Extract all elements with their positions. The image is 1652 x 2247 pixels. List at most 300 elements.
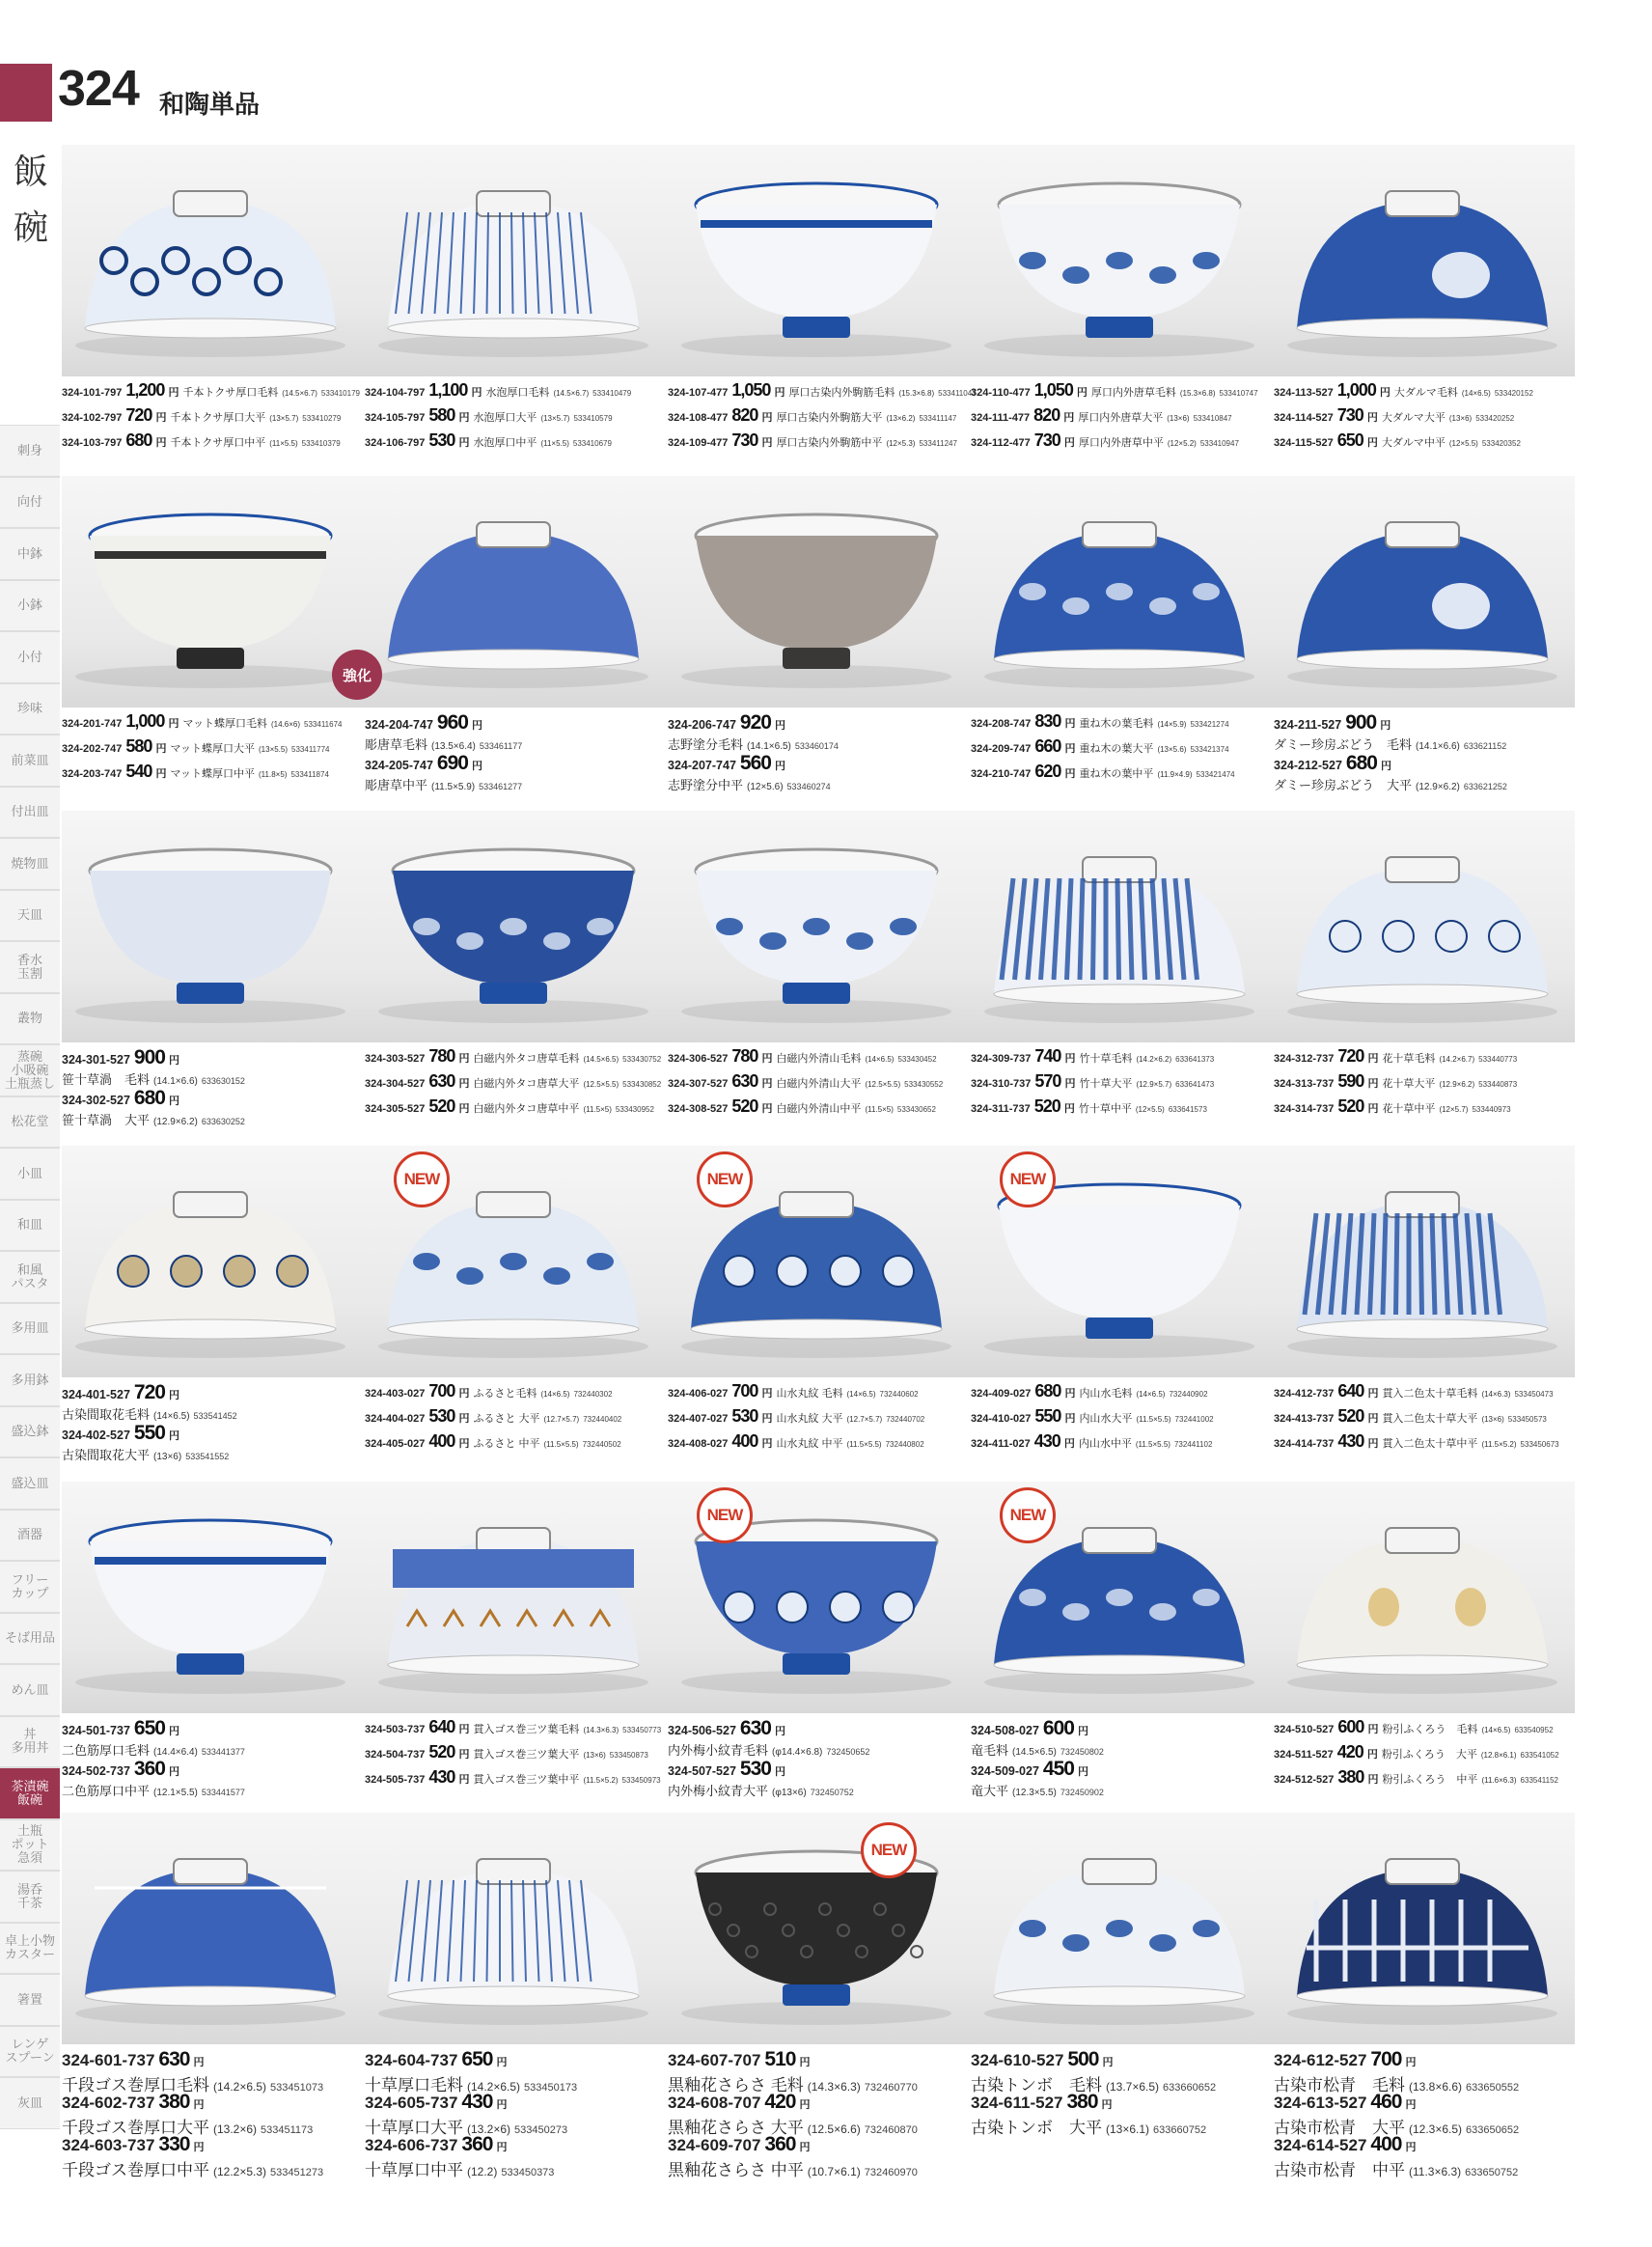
- sidebar-item-2[interactable]: 中鉢: [0, 528, 60, 580]
- product-size: (14.2×6.5): [467, 2080, 521, 2094]
- product-item[interactable]: [365, 2091, 668, 2114]
- product-code: 324-510-527: [1274, 1724, 1335, 1735]
- product-item[interactable]: [668, 2048, 971, 2071]
- product-name: 彫唐草毛料: [365, 737, 428, 752]
- product-price: 680: [125, 430, 152, 450]
- product-item[interactable]: [668, 1381, 971, 1406]
- product-code: 324-107-477: [668, 387, 729, 399]
- product-item[interactable]: [365, 1431, 668, 1456]
- bowl-illustration: [672, 145, 961, 376]
- product-catalog-number: 633650752: [1465, 2167, 1519, 2178]
- product-item[interactable]: [62, 762, 365, 787]
- product-name: 古染間取花毛料: [62, 1407, 151, 1422]
- product-catalog-number: 533410579: [573, 414, 613, 423]
- product-item[interactable]: [365, 752, 668, 775]
- product-item[interactable]: [971, 1381, 1274, 1406]
- product-name: 内外梅小紋青大平: [668, 1784, 769, 1798]
- product-item[interactable]: [971, 1758, 1274, 1781]
- yen-mark: 円: [799, 2142, 811, 2153]
- product-catalog-number: 633641473: [1175, 1080, 1215, 1089]
- sidebar-item-13[interactable]: 松花堂: [0, 1096, 60, 1149]
- yen-mark: 円: [1101, 2099, 1113, 2111]
- product-item[interactable]: [971, 711, 1274, 736]
- product-catalog-number: 533450273: [514, 2124, 568, 2136]
- product-item[interactable]: [62, 1717, 365, 1740]
- product-name: 大ダルマ中平: [1381, 437, 1446, 449]
- bowl-illustration: [975, 145, 1264, 376]
- product-catalog-number: 533441377: [201, 1747, 245, 1757]
- product-row-4: [62, 1146, 1575, 1474]
- product-item[interactable]: [62, 1381, 365, 1404]
- sidebar-item-19[interactable]: 盛込鉢: [0, 1406, 60, 1458]
- bowl-illustration: [1278, 1146, 1567, 1377]
- yen-mark: 円: [1063, 1438, 1075, 1450]
- product-price: 1,200: [125, 380, 165, 400]
- bowl-image[interactable]: [975, 811, 1264, 1042]
- product-name: 貫入二色太十草大平: [1382, 1413, 1478, 1425]
- product-item[interactable]: [668, 405, 971, 430]
- yen-mark: 円: [193, 2057, 205, 2068]
- product-item[interactable]: [365, 1071, 668, 1096]
- product-row-2: [62, 476, 1575, 804]
- sidebar-item-29[interactable]: 卓上小物 カスター: [0, 1923, 60, 1975]
- product-name: 花十草中平: [1382, 1103, 1436, 1115]
- product-item[interactable]: [365, 1742, 668, 1767]
- product-code: 324-207-747: [668, 759, 736, 772]
- product-item[interactable]: [971, 1406, 1274, 1431]
- product-name: ダミー珍房ぶどう 大平: [1274, 778, 1413, 792]
- product-item[interactable]: [971, 1071, 1274, 1096]
- product-item[interactable]: [971, 405, 1274, 430]
- yen-mark: 円: [761, 412, 773, 424]
- product-code: 324-203-747: [62, 768, 123, 780]
- product-name: 貫入ゴス巻三ツ葉毛料: [473, 1724, 580, 1735]
- product-item[interactable]: [668, 1096, 971, 1122]
- product-item[interactable]: [62, 1758, 365, 1781]
- product-catalog-number: 732440602: [879, 1390, 919, 1399]
- product-details: [62, 2156, 365, 2179]
- product-item[interactable]: [971, 736, 1274, 762]
- product-catalog-number: 533440973: [1472, 1105, 1511, 1114]
- product-item[interactable]: [668, 711, 971, 735]
- product-catalog-number: 533430452: [897, 1055, 937, 1064]
- sidebar-item-30[interactable]: 箸置: [0, 1974, 60, 2026]
- bowl-image[interactable]: [1278, 1482, 1567, 1713]
- product-price: 660: [1034, 736, 1061, 756]
- product-code: 324-310-737: [971, 1078, 1032, 1090]
- yen-mark: 円: [458, 1413, 470, 1425]
- product-row-6: [62, 1813, 1575, 2179]
- product-item[interactable]: [365, 1767, 668, 1792]
- product-price: 730: [731, 430, 758, 450]
- product-item[interactable]: [971, 1431, 1274, 1456]
- product-item[interactable]: [668, 2091, 971, 2114]
- product-price: 360: [764, 2133, 796, 2155]
- sidebar-item-20[interactable]: 盛込皿: [0, 1457, 60, 1510]
- yen-mark: 円: [1063, 437, 1075, 449]
- sidebar-item-12[interactable]: 蒸碗 小吸碗 土瓶蒸し: [0, 1044, 60, 1096]
- product-item[interactable]: [365, 430, 668, 456]
- product-catalog-number: 732441102: [1173, 1440, 1213, 1449]
- sidebar-item-0[interactable]: 刺身: [0, 425, 60, 477]
- bowl-image[interactable]: [1278, 1146, 1567, 1377]
- product-price: 690: [436, 752, 468, 774]
- sidebar-item-32[interactable]: 灰皿: [0, 2077, 60, 2129]
- yen-mark: 円: [1076, 387, 1088, 399]
- product-catalog-number: 533450373: [501, 2167, 555, 2178]
- product-item[interactable]: [62, 736, 365, 762]
- product-item[interactable]: [1274, 405, 1577, 430]
- bowl-image[interactable]: [66, 811, 355, 1042]
- product-size: (13.8×6.6): [1409, 2080, 1463, 2094]
- product-size: (14×5.9): [1157, 720, 1187, 729]
- yen-mark: 円: [1367, 1774, 1379, 1786]
- yen-mark: 円: [1405, 2099, 1417, 2111]
- sidebar-item-9[interactable]: 天皿: [0, 890, 60, 942]
- bowl-illustration: [66, 1813, 355, 2044]
- product-size: (11.9×4.9): [1157, 770, 1193, 779]
- product-price: 700: [731, 1381, 758, 1401]
- product-item[interactable]: [668, 1406, 971, 1431]
- bowl-image[interactable]: [975, 1813, 1264, 2044]
- product-size: (14.5×6.7): [553, 389, 590, 398]
- product-name: 竹十草大平: [1079, 1078, 1133, 1090]
- product-labels: [62, 1381, 1575, 1468]
- product-name: 千本トクサ厚口大平: [170, 412, 266, 424]
- product-size: (12.2×5.3): [213, 2165, 267, 2178]
- product-item[interactable]: [1274, 752, 1577, 775]
- product-item[interactable]: [1274, 1767, 1577, 1792]
- sidebar-item-24[interactable]: めん皿: [0, 1664, 60, 1716]
- product-item[interactable]: [971, 1096, 1274, 1122]
- yen-mark: 円: [155, 412, 167, 424]
- product-photo: [62, 811, 1575, 1042]
- yen-mark: 円: [496, 2142, 508, 2153]
- product-code: 324-508-027: [971, 1724, 1039, 1737]
- product-item[interactable]: [365, 1717, 668, 1742]
- product-size: (12.9×6.2): [1439, 1080, 1475, 1089]
- product-item[interactable]: [971, 2091, 1274, 2114]
- product-name: 水泡厚口大平: [473, 412, 537, 424]
- product-catalog-number: 533440873: [1478, 1080, 1518, 1089]
- product-details: [971, 2071, 1274, 2094]
- sidebar-item-3[interactable]: 小鉢: [0, 580, 60, 632]
- product-catalog-number: 633621252: [1463, 782, 1507, 791]
- product-catalog-number: 533420252: [1475, 414, 1515, 423]
- product-item[interactable]: [1274, 1381, 1577, 1406]
- product-code: 324-307-527: [668, 1078, 729, 1090]
- bowl-image[interactable]: [66, 1813, 355, 2044]
- product-code: 324-408-027: [668, 1438, 729, 1450]
- product-item[interactable]: [668, 1758, 971, 1781]
- product-price: 400: [1370, 2133, 1402, 2155]
- product-catalog-number: 533450873: [609, 1751, 648, 1760]
- product-price: 570: [1034, 1071, 1061, 1091]
- product-item[interactable]: [668, 1717, 971, 1740]
- sidebar-item-1[interactable]: 向付: [0, 477, 60, 529]
- product-price: 960: [436, 711, 468, 734]
- sidebar-item-26[interactable]: 茶漬碗 飯碗: [0, 1767, 60, 1819]
- bowl-illustration: [66, 145, 355, 376]
- sidebar-item-15[interactable]: 和皿: [0, 1200, 60, 1252]
- product-catalog-number: 533420352: [1481, 439, 1521, 448]
- product-item[interactable]: [668, 2133, 971, 2156]
- product-catalog-number: 533451173: [261, 2124, 314, 2136]
- yen-mark: 円: [168, 1430, 179, 1442]
- bowl-image[interactable]: [672, 811, 961, 1042]
- bowl-image[interactable]: [66, 1482, 355, 1713]
- product-item[interactable]: [971, 380, 1274, 405]
- product-item[interactable]: [62, 380, 365, 405]
- product-name: 重ね木の葉中平: [1079, 768, 1154, 780]
- sidebar-item-10[interactable]: 香水 玉割: [0, 941, 60, 993]
- product-group: [971, 1381, 1274, 1456]
- bowl-illustration: [975, 476, 1264, 707]
- sidebar-item-4[interactable]: 小付: [0, 631, 60, 683]
- product-code: 324-303-527: [365, 1053, 426, 1065]
- product-item[interactable]: [365, 711, 668, 735]
- product-name: 白磁内外タコ唐草大平: [473, 1078, 580, 1090]
- product-item[interactable]: [365, 380, 668, 405]
- sidebar-item-22[interactable]: フリー カップ: [0, 1561, 60, 1613]
- product-item[interactable]: [1274, 380, 1577, 405]
- product-catalog-number: 633621152: [1463, 741, 1507, 751]
- product-price: 380: [1337, 1767, 1364, 1787]
- product-catalog-number: 533441577: [201, 1788, 245, 1797]
- product-size: (φ14.4×6.8): [772, 1747, 823, 1758]
- sidebar-item-5[interactable]: 珍味: [0, 683, 60, 735]
- product-item[interactable]: [62, 711, 365, 736]
- product-code: 324-410-027: [971, 1413, 1032, 1425]
- product-size: (12.8×6.1): [1480, 1751, 1517, 1760]
- bowl-illustration: [1278, 811, 1567, 1042]
- product-item[interactable]: [1274, 2048, 1577, 2071]
- product-item[interactable]: [62, 1422, 365, 1445]
- bowl-image[interactable]: [1278, 811, 1567, 1042]
- product-size: (13×6): [1167, 414, 1190, 423]
- product-size: (14.5×6.5): [1012, 1747, 1057, 1758]
- product-size: (14.2×6.5): [213, 2080, 267, 2094]
- product-code: 324-613-527: [1274, 2094, 1367, 2112]
- product-price: 530: [739, 1758, 771, 1780]
- yen-mark: 円: [1102, 2057, 1114, 2068]
- product-item[interactable]: [668, 1431, 971, 1456]
- sidebar-item-25[interactable]: 丼 多用丼: [0, 1716, 60, 1768]
- sidebar-item-14[interactable]: 小皿: [0, 1148, 60, 1200]
- sidebar-item-27[interactable]: 土瓶 ポット 急須: [0, 1819, 60, 1872]
- product-item[interactable]: [365, 2133, 668, 2156]
- bowl-image[interactable]: [369, 811, 658, 1042]
- product-name: 古染市松青 中平: [1274, 2161, 1405, 2179]
- bowl-illustration: [1278, 476, 1567, 707]
- bowl-image[interactable]: [1278, 476, 1567, 707]
- product-group: [668, 380, 977, 456]
- product-item[interactable]: [1274, 1717, 1577, 1742]
- product-size: (12.3×5.5): [1012, 1788, 1057, 1798]
- product-item[interactable]: [62, 405, 365, 430]
- product-size: (13×6.1): [1106, 2122, 1150, 2136]
- product-group: [365, 711, 668, 792]
- yen-mark: 円: [155, 743, 167, 755]
- product-code: 324-104-797: [365, 387, 426, 399]
- product-name: 白磁内外清山大平: [776, 1078, 862, 1090]
- product-name: 竹十草中平: [1078, 1103, 1132, 1115]
- product-price: 830: [1034, 711, 1061, 731]
- bowl-image[interactable]: [369, 476, 658, 707]
- product-item[interactable]: [971, 1046, 1274, 1071]
- product-item[interactable]: [668, 1071, 971, 1096]
- product-catalog-number: 633541052: [1520, 1751, 1559, 1760]
- sidebar-item-8[interactable]: 焼物皿: [0, 838, 60, 890]
- product-catalog-number: 633641573: [1168, 1105, 1207, 1114]
- product-code: 324-511-527: [1274, 1749, 1334, 1761]
- sidebar-item-23[interactable]: そば用品: [0, 1613, 60, 1665]
- product-item[interactable]: [1274, 1406, 1577, 1431]
- yen-mark: 円: [1367, 1413, 1379, 1425]
- product-item[interactable]: [971, 430, 1274, 456]
- product-item[interactable]: [1274, 1071, 1577, 1096]
- product-size: (11.5×5.2): [1481, 1440, 1517, 1449]
- product-name: 貫入二色太十草毛料: [1382, 1388, 1478, 1400]
- product-item[interactable]: [365, 405, 668, 430]
- product-name: ふるさと毛料: [473, 1388, 537, 1400]
- yen-mark: 円: [761, 1103, 773, 1115]
- product-item[interactable]: [62, 1087, 365, 1110]
- product-size: (13×5.6): [1157, 745, 1187, 754]
- sidebar-item-17[interactable]: 多用皿: [0, 1303, 60, 1355]
- product-catalog-number: 533440773: [1478, 1055, 1518, 1064]
- yen-mark: 円: [1367, 1078, 1379, 1090]
- product-item[interactable]: [668, 380, 977, 405]
- yen-mark: 円: [799, 2099, 811, 2111]
- product-item[interactable]: [1274, 430, 1577, 456]
- product-group: [1274, 711, 1577, 792]
- product-size: (12.9×5.7): [1136, 1080, 1172, 1089]
- product-details: [62, 2071, 365, 2094]
- sidebar-item-6[interactable]: 前菜皿: [0, 735, 60, 787]
- bowl-image[interactable]: [369, 1482, 658, 1713]
- yen-mark: 円: [168, 1096, 179, 1107]
- bowl-image[interactable]: [66, 1146, 355, 1377]
- bowl-image[interactable]: [672, 1813, 961, 2044]
- product-code: 324-506-527: [668, 1724, 736, 1737]
- bowl-image[interactable]: [672, 476, 961, 707]
- sidebar-item-7[interactable]: 付出皿: [0, 787, 60, 839]
- product-price: 520: [1033, 1096, 1060, 1116]
- yen-mark: 円: [799, 2057, 811, 2068]
- product-size: (14×6.3): [1481, 1390, 1511, 1399]
- product-details: [62, 1404, 365, 1422]
- product-code: 324-606-737: [365, 2136, 458, 2154]
- product-size: (13.7×6.5): [1106, 2080, 1160, 2094]
- product-item[interactable]: [1274, 1431, 1577, 1456]
- yen-mark: 円: [155, 768, 167, 780]
- product-size: (10.7×6.1): [807, 2165, 861, 2178]
- product-name: 十草厚口中平: [365, 2161, 463, 2179]
- sidebar-item-31[interactable]: レンゲ スプーン: [0, 2026, 60, 2078]
- product-item[interactable]: [365, 1406, 668, 1431]
- product-item[interactable]: [1274, 711, 1577, 735]
- yen-mark: 円: [458, 1388, 470, 1400]
- product-item[interactable]: [668, 430, 971, 456]
- bowl-image[interactable]: [66, 145, 355, 376]
- bowl-illustration: [66, 811, 355, 1042]
- product-item[interactable]: [971, 762, 1274, 787]
- product-price: 1,000: [125, 711, 165, 731]
- product-item[interactable]: [971, 1717, 1274, 1740]
- bowl-image[interactable]: [369, 1813, 658, 2044]
- product-catalog-number: 533430752: [622, 1055, 662, 1064]
- product-catalog-number: 732440402: [583, 1415, 622, 1424]
- product-item[interactable]: [62, 1046, 365, 1069]
- product-item[interactable]: [1274, 1742, 1577, 1767]
- product-item[interactable]: [1274, 1096, 1577, 1122]
- sidebar-item-16[interactable]: 和風 パスタ: [0, 1251, 60, 1303]
- product-item[interactable]: [365, 1046, 668, 1071]
- bowl-image[interactable]: [369, 145, 658, 376]
- product-item[interactable]: [971, 2048, 1274, 2071]
- product-price: 380: [158, 2091, 190, 2113]
- sidebar-item-18[interactable]: 多用鉢: [0, 1354, 60, 1406]
- product-item[interactable]: [1274, 1046, 1577, 1071]
- product-code: 324-108-477: [668, 412, 729, 424]
- product-price: 400: [428, 1431, 455, 1451]
- product-item[interactable]: [365, 1096, 668, 1122]
- product-group: [971, 711, 1274, 787]
- bowl-image[interactable]: [1278, 145, 1567, 376]
- sidebar-item-21[interactable]: 酒器: [0, 1510, 60, 1562]
- bowl-image[interactable]: [672, 145, 961, 376]
- product-group: [365, 1717, 668, 1792]
- product-item[interactable]: [1274, 2133, 1577, 2156]
- bowl-illustration: [369, 145, 658, 376]
- product-item[interactable]: [62, 2133, 365, 2156]
- yen-mark: 円: [1379, 387, 1390, 399]
- product-code: 324-304-527: [365, 1078, 426, 1090]
- product-item[interactable]: [365, 1381, 668, 1406]
- product-size: (11×5.5): [269, 439, 298, 448]
- product-catalog-number: 633660752: [1153, 2124, 1207, 2136]
- bowl-image[interactable]: [975, 145, 1264, 376]
- sidebar-item-11[interactable]: 叢物: [0, 993, 60, 1045]
- bowl-image[interactable]: [1278, 1813, 1567, 2044]
- product-item[interactable]: [668, 752, 971, 775]
- sidebar-item-28[interactable]: 湯呑 千茶: [0, 1871, 60, 1923]
- product-labels: [62, 1717, 1575, 1804]
- product-item[interactable]: [62, 2091, 365, 2114]
- yen-mark: 円: [774, 720, 785, 732]
- product-code: 324-406-027: [668, 1388, 729, 1400]
- yen-mark: 円: [193, 2099, 205, 2111]
- product-price: 640: [428, 1717, 455, 1736]
- yen-mark: 円: [168, 1390, 179, 1401]
- bowl-illustration: [369, 811, 658, 1042]
- product-name: 黒釉花さらさ 中平: [668, 2161, 804, 2179]
- product-price: 650: [1336, 430, 1363, 450]
- bowl-image[interactable]: [975, 476, 1264, 707]
- product-price: 630: [731, 1071, 758, 1091]
- product-price: 330: [158, 2133, 190, 2155]
- bowl-illustration: [369, 1482, 658, 1713]
- product-name: 厚口内外唐草毛料: [1090, 387, 1176, 399]
- product-details: [1274, 2114, 1577, 2137]
- bowl-image[interactable]: [66, 476, 355, 707]
- product-item[interactable]: [365, 2048, 668, 2071]
- product-item[interactable]: [62, 430, 365, 456]
- product-item[interactable]: [62, 2048, 365, 2071]
- product-item[interactable]: [668, 1046, 971, 1071]
- product-item[interactable]: [1274, 2091, 1577, 2114]
